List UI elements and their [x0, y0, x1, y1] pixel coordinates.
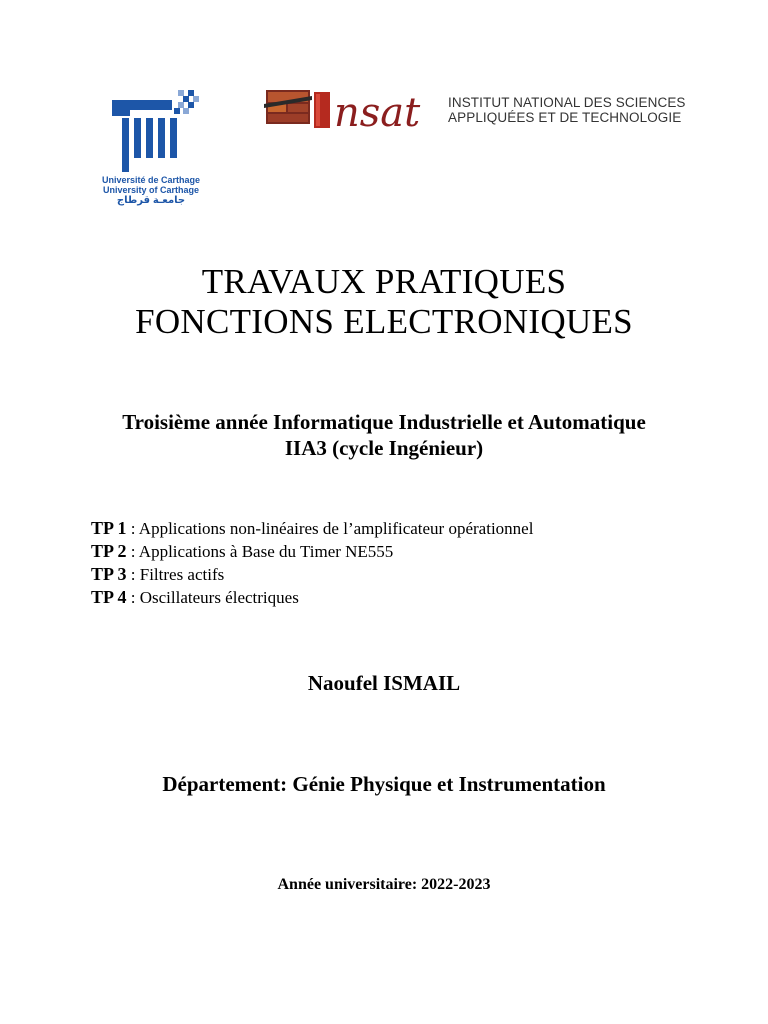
uc-name-arabic: جامعـة قرطاج	[116, 195, 186, 206]
subtitle-line-1: Troisième année Informatique Industrielle et Automatique	[122, 410, 646, 434]
tp-item	[91, 517, 731, 540]
document-subtitle	[0, 409, 768, 461]
department: Département: Génie Physique et Instrumentation	[162, 772, 606, 796]
uc-name-english: University of Carthage	[102, 185, 200, 195]
tp-label: TP 3	[91, 564, 127, 584]
tp-item	[91, 563, 731, 586]
subtitle-line-2: IIA3 (cycle Ingénieur)	[284, 436, 484, 460]
tp-label: TP 2	[91, 541, 127, 561]
tp-description: : Oscillateurs électriques	[126, 588, 299, 607]
carthage-columns-icon	[108, 86, 200, 172]
tp-label: TP 4	[91, 587, 127, 607]
insat-wordmark: nsat	[334, 90, 421, 134]
title-line-2: FONCTIONS ELECTRONIQUES	[135, 302, 633, 341]
author-name: Naoufel ISMAIL	[307, 671, 461, 695]
uc-name-french: Université de Carthage	[101, 175, 201, 185]
academic-year: Année universitaire: 2022-2023	[277, 876, 491, 893]
insat-name-line-2: APPLIQUÉES ET DE TECHNOLOGIE	[448, 110, 682, 125]
tp-description: : Filtres actifs	[126, 565, 225, 584]
insat-full-name	[448, 95, 686, 125]
insat-name-line-1: INSTITUT NATIONAL DES SCIENCES	[448, 95, 686, 110]
tp-item	[91, 586, 731, 609]
insat-emblem-icon	[264, 86, 448, 134]
tp-description: : Applications non-linéaires de l’amplificateur opérationnel	[126, 519, 534, 538]
university-of-carthage-logo	[92, 86, 210, 226]
document-title	[0, 262, 768, 342]
insat-logo	[264, 86, 684, 134]
tp-item	[91, 540, 731, 563]
tp-label: TP 1	[91, 518, 127, 538]
title-line-1: TRAVAUX PRATIQUES	[201, 262, 567, 301]
tp-list	[91, 517, 731, 609]
tp-description: : Applications à Base du Timer NE555	[126, 542, 394, 561]
